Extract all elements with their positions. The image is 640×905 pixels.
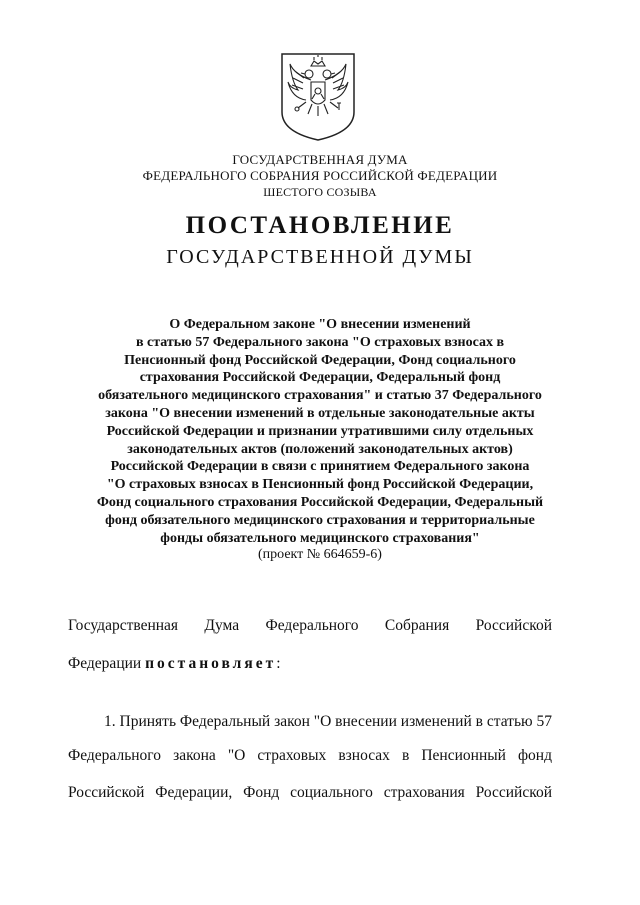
body-paragraph-2-line-1: 1. Принять Федеральный закон "О внесении изменений в статью 57 — [104, 713, 552, 730]
body-text-fragment: : — [276, 655, 281, 672]
subject-line: Российской Федерации в связи с принятием Федерального закона — [110, 459, 530, 475]
subject-line: закона "О внесении изменений в отдельные законодательные акты — [105, 405, 535, 421]
subject-line: О Федеральном законе "О внесении изменений — [169, 317, 471, 332]
body-text-fragment: Федерации — [68, 655, 142, 672]
document-title: ПОСТАНОВЛЕНИЕ — [185, 212, 455, 239]
body-paragraph-1-line-1: Государственная Дума Федерального Собрания Российской — [68, 617, 552, 634]
subject-line: Российской Федерации и признании утратившими силу отдельных — [106, 423, 534, 439]
subject-line: в статью 57 Федерального закона "О страховых взносах в — [135, 334, 505, 350]
document-subtitle: ГОСУДАРСТВЕННОЙ ДУМЫ — [166, 246, 474, 268]
body-paragraph-2-line-2: Федерального закона "О страховых взносах в Пенсионный фонд — [68, 747, 552, 764]
body-paragraph-2-line-3: Российской Федерации, Фонд социального страхования Российской — [68, 784, 552, 801]
resolution-subject — [60, 316, 580, 547]
subject-line: Фонд социального страхования Российской Федерации, Федеральный — [96, 494, 544, 510]
issuer-line-2: ФЕДЕРАЛЬНОГО СОБРАНИЯ РОССИЙСКОЙ ФЕДЕРАЦИИ — [142, 168, 498, 183]
subject-line: фонд обязательного медицинского страхования и территориальные — [105, 512, 535, 528]
subject-line: Пенсионный фонд Российской Федерации, Фонд социального — [124, 352, 516, 368]
body-paragraph-1-line-2 — [68, 654, 552, 674]
subject-line: страхования Российской Федерации, Федеральный фонд — [139, 370, 501, 386]
subject-line: фонды обязательного медицинского страхования" — [160, 530, 480, 546]
project-number: (проект № 664659-6) — [258, 547, 382, 562]
state-emblem-icon — [278, 52, 358, 142]
convocation-line: ШЕСТОГО СОЗЫВА — [263, 185, 377, 199]
resolves-verb: постановляет — [145, 655, 277, 672]
subject-line: обязательного медицинского страхования" и статью 37 Федерального — [98, 388, 542, 404]
subject-line: "О страховых взносах в Пенсионный фонд Российской Федерации, — [106, 477, 534, 493]
issuer-line-1: ГОСУДАРСТВЕННАЯ ДУМА — [232, 152, 408, 167]
subject-line: законодательных актов (положений законодательных актов) — [127, 441, 513, 457]
